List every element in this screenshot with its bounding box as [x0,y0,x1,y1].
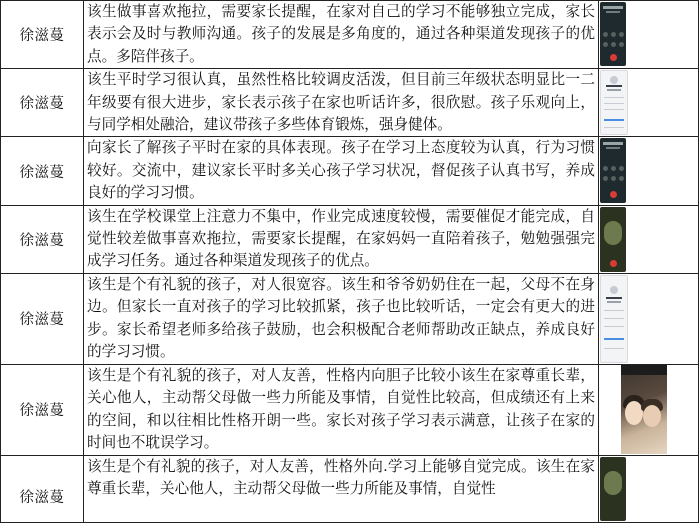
screenshot-cell [599,455,699,522]
video-call-screenshot-icon [599,206,698,273]
screenshot-cell [599,1,699,69]
visit-notes-cell: 该生在学校课堂上注意力不集中，作业完成速度较慢，需要催促才能完成，自觉性较差做事喜欢拖拉，需要家长提醒，在家妈妈一直陪着孩子，勉勉强强完成学习任务。通过各种渠道发现孩子的优点。 [84,205,599,273]
visit-notes-cell: 该生是个有礼貌的孩子，对人友善，性格内向胆子比较小该生在家尊重长辈，关心他人，主动帮父母做一些力所能及事情，自觉性比较高，但成绩还有上来的空间，和以往相比性格开朗一些。家长对孩子学习表示满意，让孩子在家的时间也不耽误学习。 [84,364,599,455]
visit-notes-cell: 该生平时学习很认真，虽然性格比较调皮活泼，但目前三年级状态明显比一二年级要有很大进步，家长表示孩子在家也听话许多，很欣慰。孩子乐观向上，与同学相处融洽，建议带孩子多些体育锻炼，强身健体。 [84,69,599,137]
table-row [1,455,699,522]
visit-notes-cell: 该生做事喜欢拖拉，需要家长提醒，在家对自己的学习不能够独立完成，家长表示会及时与教师沟通。孩子的发展是多角度的，通过各种渠道发现孩子的优点。多陪伴孩子。 [84,1,599,69]
video-call-photo-icon [599,365,698,454]
table-row [1,364,699,455]
screenshot-cell [599,137,699,205]
visit-notes-cell: 该生是个有礼貌的孩子，对人很宽容。该生和爷爷奶奶住在一起，父母不在身边。但家长一直对孩子的学习比较抓紧，孩子也比较听话，一定会有更大的进步。家长希望老师多给孩子鼓励，也会积极配合老师帮助改正缺点，养成良好的学习习惯。 [84,273,599,364]
phone-call-screenshot-icon [599,1,698,67]
table-row [1,205,699,273]
table-row [1,1,699,69]
student-name-cell: 徐滋蔓 [1,273,84,364]
phone-call-screenshot-icon [599,137,698,204]
visit-notes-cell: 向家长了解孩子平时在家的具体表现。孩子在学习上态度较为认真，行为习惯较好。交流中，建议家长平时多关心孩子学习状况，督促孩子认真书写，养成良好的学习习惯。 [84,137,599,205]
student-name-cell: 徐滋蔓 [1,69,84,137]
student-name-cell: 徐滋蔓 [1,205,84,273]
student-name-cell: 徐滋蔓 [1,1,84,69]
table-row [1,69,699,137]
contact-card-screenshot-icon [599,274,698,364]
table-row [1,137,699,205]
visit-notes-cell: 该生是个有礼貌的孩子，对人友善，性格外向.学习上能够自觉完成。该生在家尊重长辈，关心他人，主动帮父母做一些力所能及事情，自觉性 [84,455,599,522]
video-call-screenshot-icon [599,456,698,522]
screenshot-cell [599,69,699,137]
student-name-cell: 徐滋蔓 [1,455,84,522]
student-name-cell: 徐滋蔓 [1,137,84,205]
screenshot-cell [599,364,699,455]
screenshot-cell [599,205,699,273]
table-row [1,273,699,364]
screenshot-cell [599,273,699,364]
student-name-cell: 徐滋蔓 [1,364,84,455]
contact-card-screenshot-icon [599,69,698,136]
